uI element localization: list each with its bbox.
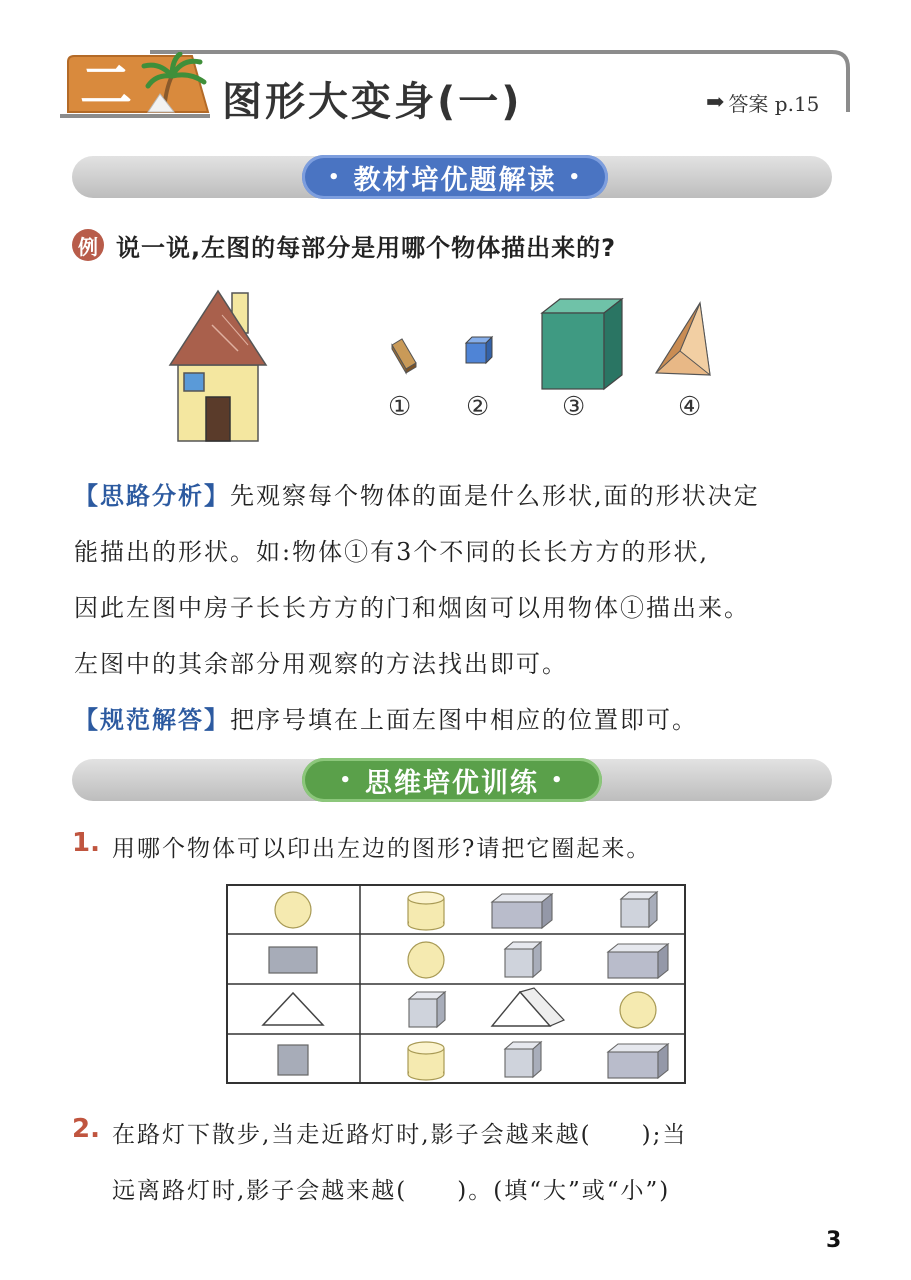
row2-option-cuboid[interactable] — [608, 944, 668, 978]
arrow-right-icon: ➡ — [706, 90, 725, 115]
row1-option-cube[interactable] — [621, 892, 657, 927]
answer-reference[interactable] — [706, 88, 819, 117]
answer-line — [74, 700, 698, 735]
row1-option-cuboid[interactable] — [492, 894, 552, 928]
row4-option-cube[interactable] — [505, 1042, 541, 1077]
answer-tag: 【规范解答】 — [74, 706, 230, 734]
example-question: 说一说,左图的每部分是用哪个物体描出来的? — [116, 234, 617, 262]
analysis-line-3: 因此左图中房子长长方方的门和烟囱可以用物体①描出来。 — [74, 594, 750, 622]
section2-title-pill — [302, 758, 602, 802]
row1-target-circle — [275, 892, 311, 928]
section2-title: 思维培优训练 — [365, 767, 539, 799]
object1-label: ① — [388, 392, 412, 422]
unit-label: 二 — [79, 57, 133, 116]
row2-option-cube[interactable] — [505, 942, 541, 977]
analysis-line-1 — [74, 476, 760, 511]
object3-large-cube — [542, 299, 622, 389]
object1-thin-cuboid — [392, 339, 416, 373]
page-number: 3 — [826, 1228, 842, 1253]
example-figures — [160, 285, 720, 445]
exercise1-number: 1. — [72, 828, 100, 858]
section1-title-pill — [302, 155, 608, 199]
exercise2-number: 2. — [72, 1114, 100, 1144]
object4-triangular-pyramid — [656, 303, 720, 375]
object3-label: ③ — [562, 392, 586, 422]
analysis-tag: 【思路分析】 — [74, 482, 230, 510]
bullet-dot: • — [327, 166, 342, 188]
bullet-dot: • — [551, 769, 565, 791]
row3-target-triangle — [263, 993, 323, 1025]
row1-option-cylinder[interactable] — [408, 892, 444, 930]
house-door — [206, 397, 230, 441]
house-roof — [170, 291, 266, 365]
object4-label: ④ — [678, 392, 702, 422]
row4-target-square — [278, 1045, 308, 1075]
exercise1-text: 用哪个物体可以印出左边的图形?请把它圈起来。 — [112, 836, 652, 862]
example-badge: 例 — [72, 229, 104, 261]
bullet-dot: • — [339, 769, 353, 791]
analysis-text: 先观察每个物体的面是什么形状,面的形状决定 — [230, 482, 760, 510]
row3-option-cube[interactable] — [409, 992, 445, 1027]
shape-table — [226, 884, 686, 1084]
house-drawing — [170, 291, 266, 441]
row4-option-cylinder[interactable] — [408, 1042, 444, 1080]
row3-option-triangular-prism[interactable] — [492, 988, 564, 1026]
object2-small-cube — [466, 337, 492, 363]
chapter-title: 图形大变身(一) — [222, 79, 523, 125]
row2-target-rectangle — [269, 947, 317, 973]
row2-option-sphere[interactable] — [408, 942, 444, 978]
answer-text: 把序号填在上面左图中相应的位置即可。 — [230, 706, 698, 734]
answer-ref-text: 答案 p.15 — [728, 92, 820, 116]
analysis-line-2: 能描出的形状。如:物体①有3个不同的长长方方的形状, — [74, 538, 709, 566]
row4-option-cuboid[interactable] — [608, 1044, 668, 1078]
row3-option-sphere[interactable] — [620, 992, 656, 1028]
analysis-line-4: 左图中的其余部分用观察的方法找出即可。 — [74, 650, 568, 678]
object2-label: ② — [466, 392, 490, 422]
bullet-dot: • — [568, 166, 583, 188]
house-window — [184, 373, 204, 391]
exercise2-line-1: 在路灯下散步,当走近路灯时,影子会越来越( );当 — [112, 1122, 688, 1148]
exercise2-line-2: 远离路灯时,影子会越来越( )。(填“大”或“小”) — [112, 1178, 671, 1204]
unit-badge — [60, 52, 210, 116]
section1-title: 教材培优题解读 — [353, 164, 557, 196]
